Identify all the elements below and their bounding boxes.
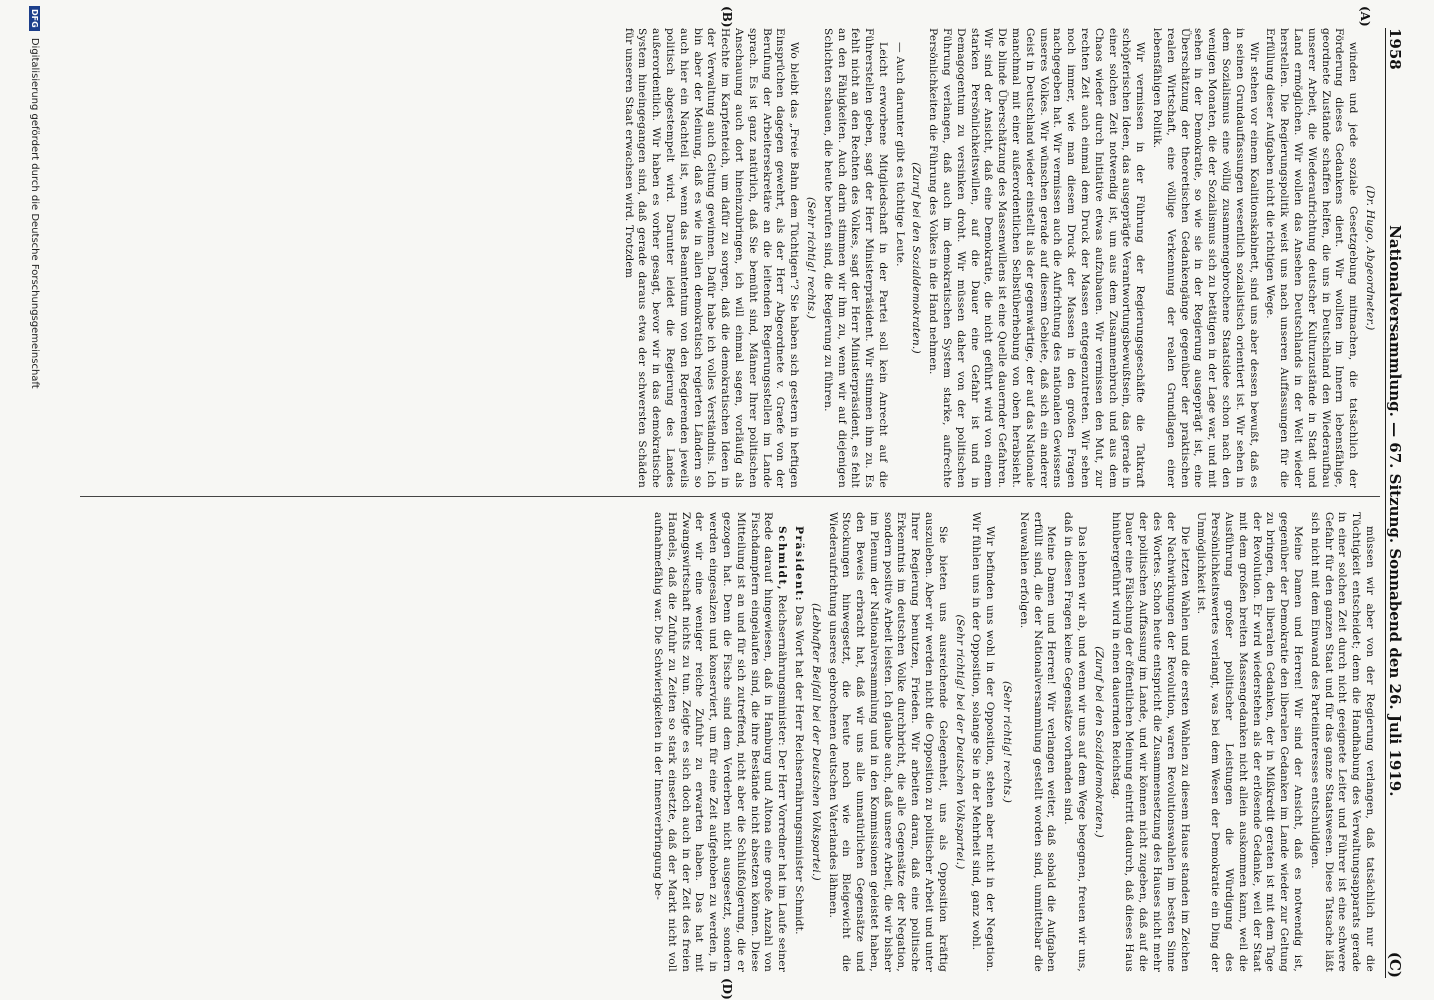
page-title: Nationalversammlung. — 67. Sitzung. Sonnabend den 26. Juli 1919. — [1386, 225, 1404, 797]
interjection: (Sehr richtig! rechts.) — [804, 196, 817, 320]
margin-marker-a: (A) — [1358, 6, 1372, 27]
margin-marker-b: (B) — [720, 6, 734, 28]
paragraph: Wir befinden uns wohl in der Opposition, stehen aber nicht in der Negation. Wir fühlen uns in der Opposition, solange Sie in der Mehrheit sind, ganz wohl. — [970, 512, 997, 972]
interjection: (Zuruf bei den Sozialdemokraten.) — [910, 162, 923, 354]
paragraph: Sie bieten uns ausreichende Gelegenheit, uns als Opposition kräftig auszuleben. Aber wir werden nicht die Opposition zu politischer Arbeit und unter Ihrer Regierung benutzen, Frieden. Wir arbeiten daran, daß eine politische Erkenntnis im deutschen Volke durchbricht, die alle Gegensätze der Negation, sondern positive Arbeit leisten. Ich glaube auch, daß unsere Arbeit, die wir bisher im Plenum der Nationalversammlung und in den Kommissionen geleistet haben, den Beweis erbracht hat, daß wir uns alle unnatürlichen Gegensätze und Stockungen hinwegsetzt, die heute noch wie ein Bleigewicht die Wiederaufrichtung unseres gebrochenen deutschen Vaterlandes lähmen. — [826, 512, 949, 972]
minister-paragraph — [650, 512, 788, 972]
interjection: (Lebhafter Beifall bei der Deutschen Volkspartei.) — [809, 603, 822, 881]
dfg-logo-icon: DFG — [29, 6, 40, 31]
paragraph: Wir stehen vor einem Koalitionskabinett, sind uns aber dessen bewußt, daß es in seinen Grundauffassungen wesentlich sozialistisch orientiert ist. Wir sehen in dem Sozialismus eine völlig zusammengebrochene Staatsidee schon nach den wenigen Monaten, die der Sozialismus sich zu betätigen in der Lage war, und mit sehen in der Demokratie, so wie sie in der Regierung ausgeprägt ist, eine Überschätzung der theoretischen Gedankengänge gegenüber der praktischen realen Wirtschaft, eine völlige Verkennung der realen Grundlagen einer lebensfähigen Politik. — [1151, 28, 1260, 488]
column-divider — [80, 496, 1380, 497]
paragraph: Meine Damen und Herren! Wir verlangen weiter, daß sobald die Aufgaben erfüllt sind, die der Nationalversammlung gestellt worden sind, unmittelbar die Neuwahlen erfolgen. — [1017, 512, 1058, 972]
interjection: (Zuruf bei den Sozialdemokraten.) — [1092, 646, 1105, 838]
paragraph: müssen wir aber von der Regierung verlangen, daß tatsächlich nur die Tüchtigkeit entscheidet; denn die Handhabung des Verwaltungsapparats gerade in einer solchen Zeit durch nicht geeignete Leiter und Führer ist eine schwere Gefahr für den ganzen Staat und für das ganze Staatswesen. Diese Tatsache läßt sich nicht mit dem Einwand des Parteiinteresses entschuldigen. — [1308, 512, 1376, 972]
paragraph: Wir vermissen in der Führung der Regierungsgeschäfte die Tatkraft schöpferischen Ideen, das ausgeprägte Verantwortungsbewußtsein, das gerade in einer solchen Zeit notwendig ist, um aus dem Zusammenbruch und aus dem Chaos wieder durch Initiative etwas aufzubauen. Wir vermissen den Mut, zur rechten Zeit auch einmal dem Druck der Massen entgegenzutreten. Wir sehen noch immer, wie man diesem Druck der Massen in den großen Fragen nachgegeben hat. Wir vermissen auch die Aufrichtung des nationalen Gewissens unseres Volkes. Wir wünschen gerade auf diesem Gebiete, daß sich ein anderer Geist in Deutschland wieder einstellt als der gegenwärtige, der auf das Nationale manchmal mit einer außerordentlichen Selbstüberhebung von oben herabsieht. Die blinde Überschätzung des Massenwillens ist eine Quelle dauernder Gefahren. Wir sind der Ansicht, daß eine Demokratie, die nicht geführt wird von einem starken Persönlichkeitswillen, auf die Dauer eine Gefahr ist und in Demagogentum zu versinken droht. Wir müssen daher von der politischen Führung verlangen, daß auch im demokratischen System starke, aufrechte Persönlichkeiten die Führung des Volkes in die Hand nehmen. — [927, 28, 1147, 488]
president-text: Das Wort hat der Herr Reichsernährungsminister Schmidt. — [792, 605, 805, 935]
minister-label: Schmidt, — [776, 526, 789, 592]
paragraph: Die letzten Wahlen und die ersten Wahlen zu diesem Hause standen im Zeichen der Nachwirkungen der Revolution, waren Revolutionswahlen im besten Sinne des Wortes. Schon heute entspricht die Zusammensetzung des Hauses nicht mehr der politischen Auffassung im Lande, und wir können nicht zugeben, daß auf die Dauer eine Fälschung der öffentlichen Meinung eintritt dadurch, daß dieses Haus hinübergeführt wird in einen dauernden Reichstag. — [1109, 512, 1191, 972]
interjection: (Sehr richtig! rechts.) — [1001, 680, 1014, 804]
footer-text: Digitalisierung gefördert durch die Deutsche Forschungsgemeinschaft — [29, 37, 40, 389]
president-paragraph — [791, 512, 805, 972]
paragraph: Leicht erworbene Mitgliedschaft in der Partei soll kein Anrecht auf die Führerstellen geben, sagt der Herr Ministerpräsident. Wir stimmen ihm zu. Es fehlt nicht an den Rechten des Volkes, sagt der Herr Ministerpräsident, es fehlt an den Fähigkeiten. Auch darin stimmen wir ihm zu, wenn wir auf diejenigen Schichten schauen, die heute berufen sind, die Regierung zu führen. — [821, 28, 889, 488]
minister-text: Reichsernährungsminister: Der Herr Vorredner hat im Laufe seiner Rede darauf hingewiesen, daß in Hamburg und Altona eine große Anzahl von Fischdampfern eingelaufen sind, die ihre Bestände nicht absetzen können. Diese Mitteilung ist an und für sich zutreffend, nicht aber die Schlußfolgerung, die er gezogen hat. Denn die Fische sind dem Verderben nicht ausgesetzt, sondern werden eingesalzen und konserviert, um für eine Zeit aufgehoben zu werden, in der wir eine weniger reiche Zufuhr zu erwarten haben. Das hat mit Zwangswirtschaft nichts zu tun. Zeigte es sich doch auch in der Zeit des freien Handels, daß die Zufuhr zu Zeiten so stark einsetzte, daß der Markt nicht voll aufnahmefähig war. Die Schwierigkeiten in der Innenverbringung be- — [651, 512, 789, 972]
right-column — [86, 512, 1376, 972]
president-label: Präsident: — [792, 526, 805, 603]
paragraph: winden und jede soziale Gesetzgebung mitmachen, die tatsächlich der Förderung dieses Gedankens dient. Wir wollten im Innern lebensfähige, geordnete Zustände schaffen helfen, die uns in Deutschland den Wiederaufbau unserer Arbeit, die Wiederaufrichtung deutscher Kulturzustände in Stadt und Land ermöglichen. Wir wollen das Ansehen Deutschlands in der Welt wieder herstellen. Die Regierungspolitik weist uns nach unseren Auffassungen für die Erfüllung dieser Aufgaben nicht die richtigen Wege. — [1264, 28, 1360, 488]
left-column — [86, 28, 1376, 488]
footer-credit — [29, 0, 40, 1006]
page-number: 1958 — [1386, 28, 1404, 70]
paragraph: Das lehnen wir ab, und wenn wir uns auf dem Wege begegnen, freuen wir uns, daß in diesen Fragen keine Gegensätze vorhanden sind. — [1062, 512, 1089, 972]
paragraph: Meine Damen und Herren! Wir sind der Ansicht, daß es notwendig ist, gegenüber der Demokratie den liberalen Gedanken im Lande wieder zur Geltung zu bringen, den liberalen Gedanken, der in Mißkredit geraten ist mit dem Tage der Revolution. Er wird wiederstehen als der erlösende Gedanke, weil der Staat mit dem großen breiten Massengedanken nicht allein auskommen kann, weil die Ausführung großer politischer Leistungen die Würdigung des Persönlichkeitswertes verlangt, was bei dem Wesen der Demokratie ein Ding der Unmöglichkeit ist. — [1195, 512, 1305, 972]
paragraph: — Auch darunter gibt es tüchtige Leute. — [893, 42, 906, 267]
interjection: (Sehr richtig! bei der Deutschen Volkspartei.) — [953, 614, 966, 870]
margin-marker-d: (D) — [720, 978, 734, 1000]
page-header — [1385, 28, 1416, 978]
paragraph: Wo bleibt das „Freie Bahn dem Tüchtigen“? Sie haben sich gestern in heftigen Einsprüchen dagegen gewehrt, als der Herr Abgeordnete v. Graefe von der Berufung der Arbeitersekretäre an die leitenden Regierungsstellen im Lande sprach. Es ist ganz natürlich, daß Sie bemüht sind, Männer Ihrer politischen Anschauung auch dort hineinzubringen, ich will einmal sagen, vorläufig als Hechte im Karpfenteich, um dafür zu sorgen, daß die demokratischen Ideen in der Verwaltung auch Geltung gewinnen. Dafür habe ich volles Verständnis. Ich bin aber der Meinung, daß es wie in allen demokratisch regierten Ländern so auch hier ein Nachteil ist, wenn das Beamtentum von den Regierenden jeweils politisch abgestempelt wird. Darunter leidet die Regierung des Landes außerordentlich. Wir haben es vorher gesagt, bevor wir in das demokratische System hineingegangen sind, daß gerade daraus etwa der schwersten Schäden für unseren Staat erwachsen wird. Trotzdem — [622, 28, 801, 488]
margin-marker-c: (C) — [1386, 951, 1404, 978]
speaker-line: (Dr. Hugo, Abgeordneter.) — [1364, 185, 1376, 331]
